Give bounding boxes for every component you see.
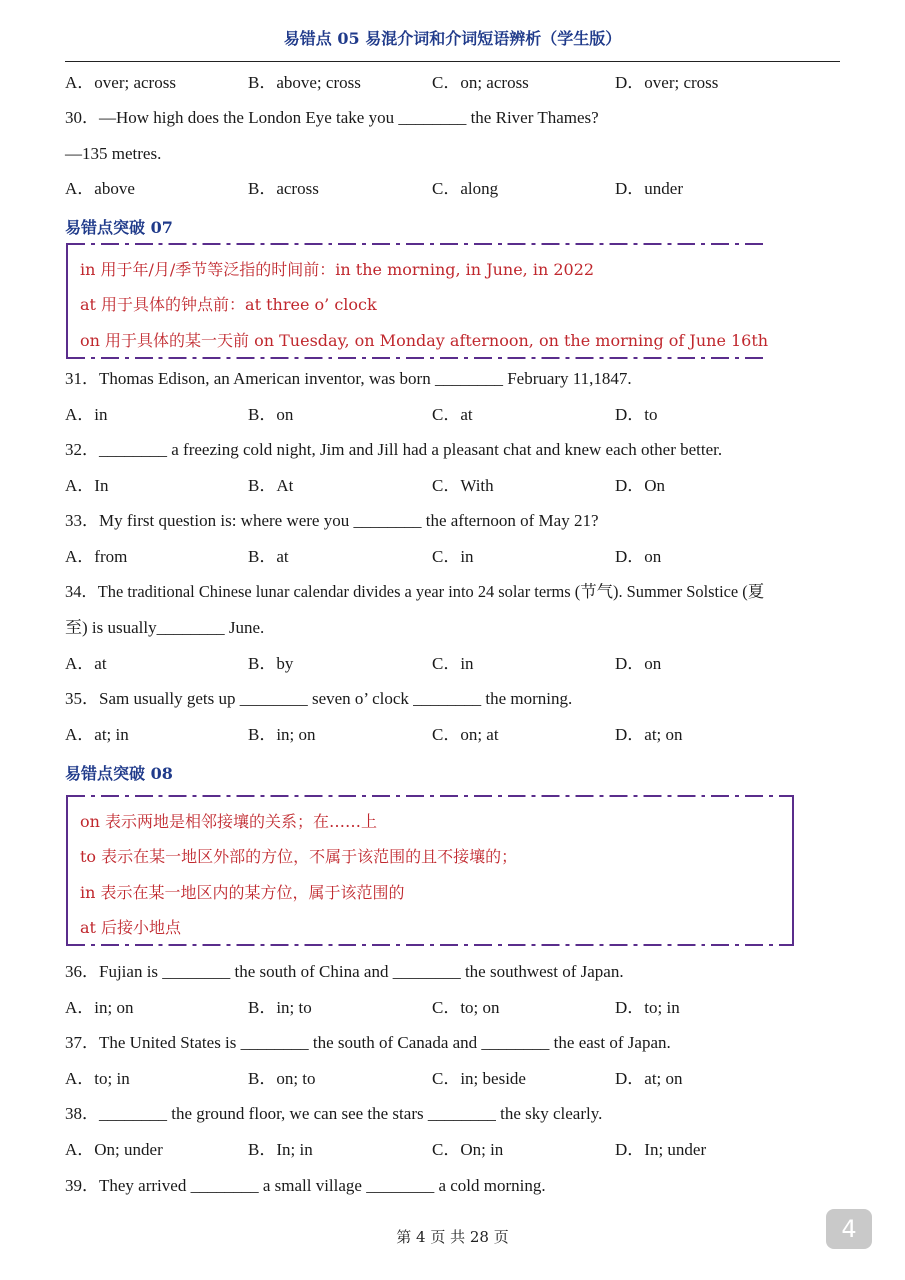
q32-option-d: D．On bbox=[615, 476, 666, 495]
page-header-title: 易错点 05 易混介词和介词短语辨析（学生版） bbox=[283, 29, 622, 48]
question-32-text: 32．________ a freezing cold night, Jim and Jill had a pleasant chat and knew each other better. bbox=[65, 440, 723, 459]
q33-option-c: C．in bbox=[432, 547, 474, 566]
tip-08-3: in 表示在某一地区内的某方位，属于该范围的 bbox=[80, 883, 405, 902]
option-b: B．above; cross bbox=[248, 73, 361, 92]
q38-option-c: C．On; in bbox=[432, 1140, 504, 1159]
option-a: A．over; across bbox=[65, 73, 176, 92]
q37-option-d: D．at; on bbox=[615, 1069, 683, 1088]
question-30-text: 30．—How high does the London Eye take you ________ the River Thames? bbox=[65, 108, 599, 127]
tip-08-2: to 表示在某一地区外部的方位，不属于该范围的且不接壤的； bbox=[80, 847, 518, 866]
section-07-tip-box bbox=[66, 243, 770, 359]
q36-option-a: A．in; on bbox=[65, 998, 134, 1017]
q30-option-a: A．above bbox=[65, 179, 135, 198]
section-08-tip-box bbox=[66, 795, 794, 946]
q34-option-d: D．on bbox=[615, 654, 662, 673]
q35-option-c: C．on; at bbox=[432, 725, 499, 744]
q33-option-d: D．on bbox=[615, 547, 662, 566]
q32-option-c: C．With bbox=[432, 476, 494, 495]
q33-option-a: A．from bbox=[65, 547, 128, 566]
q38-option-d: D．In; under bbox=[615, 1140, 707, 1159]
question-37-text: 37．The United States is ________ the south of Canada and ________ the east of Japan. bbox=[65, 1033, 671, 1052]
question-35-text: 35．Sam usually gets up ________ seven o’ clock ________ the morning. bbox=[65, 689, 573, 708]
question-33-text: 33．My first question is: where were you ________ the afternoon of May 21? bbox=[65, 511, 599, 530]
tip-07-2: at 用于具体的钟点前：at three o’ clock bbox=[80, 295, 377, 314]
q33-option-b: B．at bbox=[248, 547, 289, 566]
q31-option-d: D．to bbox=[615, 405, 658, 424]
section-07-title: 易错点突破 07 bbox=[65, 218, 173, 237]
q37-option-a: A．to; in bbox=[65, 1069, 130, 1088]
q36-option-d: D．to; in bbox=[615, 998, 680, 1017]
q30-option-d: D．under bbox=[615, 179, 683, 198]
q34-option-c: C．in bbox=[432, 654, 474, 673]
tip-08-1: on 表示两地是相邻接壤的关系；在……上 bbox=[80, 812, 378, 831]
q30-option-c: C．along bbox=[432, 179, 499, 198]
q31-option-b: B．on bbox=[248, 405, 294, 424]
option-c: C．on; across bbox=[432, 73, 529, 92]
q35-option-a: A．at; in bbox=[65, 725, 129, 744]
page-number-badge[interactable]: 4 bbox=[826, 1209, 872, 1249]
tip-08-4: at 后接小地点 bbox=[80, 918, 182, 937]
option-d: D．over; cross bbox=[615, 73, 719, 92]
tip-07-1: in 用于年/月/季节等泛指的时间前：in the morning, in June, in 2022 bbox=[80, 260, 595, 279]
question-34-text-cont: 至) is usually________ June. bbox=[65, 618, 265, 637]
q31-option-a: A．in bbox=[65, 405, 108, 424]
question-36-text: 36．Fujian is ________ the south of China and ________ the southwest of Japan. bbox=[65, 962, 624, 981]
q34-option-b: B．by bbox=[248, 654, 294, 673]
q31-option-c: C．at bbox=[432, 405, 473, 424]
q37-option-c: C．in; beside bbox=[432, 1069, 526, 1088]
header-divider bbox=[65, 61, 840, 62]
q36-option-c: C．to; on bbox=[432, 998, 500, 1017]
q36-option-b: B．in; to bbox=[248, 998, 312, 1017]
question-38-text: 38．________ the ground floor, we can see the stars ________ the sky clearly. bbox=[65, 1104, 603, 1123]
q30-option-b: B．across bbox=[248, 179, 319, 198]
q32-option-b: B．At bbox=[248, 476, 294, 495]
q34-option-a: A．at bbox=[65, 654, 107, 673]
q38-option-b: B．In; in bbox=[248, 1140, 313, 1159]
question-34-text: 34．The traditional Chinese lunar calendar divides a year into 24 solar terms (节气). Summer Solstice (夏 bbox=[65, 582, 765, 601]
question-30-answer: —135 metres. bbox=[65, 144, 162, 163]
q38-option-a: A．On; under bbox=[65, 1140, 163, 1159]
q37-option-b: B．on; to bbox=[248, 1069, 316, 1088]
section-08-title: 易错点突破 08 bbox=[65, 764, 173, 783]
q35-option-d: D．at; on bbox=[615, 725, 683, 744]
tip-07-3: on 用于具体的某一天前 on Tuesday, on Monday afternoon, on the morning of June 16th bbox=[80, 331, 769, 350]
q32-option-a: A．In bbox=[65, 476, 109, 495]
page-footer: 第 4 页 共 28 页 bbox=[396, 1228, 509, 1246]
question-31-text: 31．Thomas Edison, an American inventor, was born ________ February 11,1847. bbox=[65, 369, 632, 388]
q35-option-b: B．in; on bbox=[248, 725, 316, 744]
question-39-text: 39．They arrived ________ a small village ________ a cold morning. bbox=[65, 1176, 546, 1195]
